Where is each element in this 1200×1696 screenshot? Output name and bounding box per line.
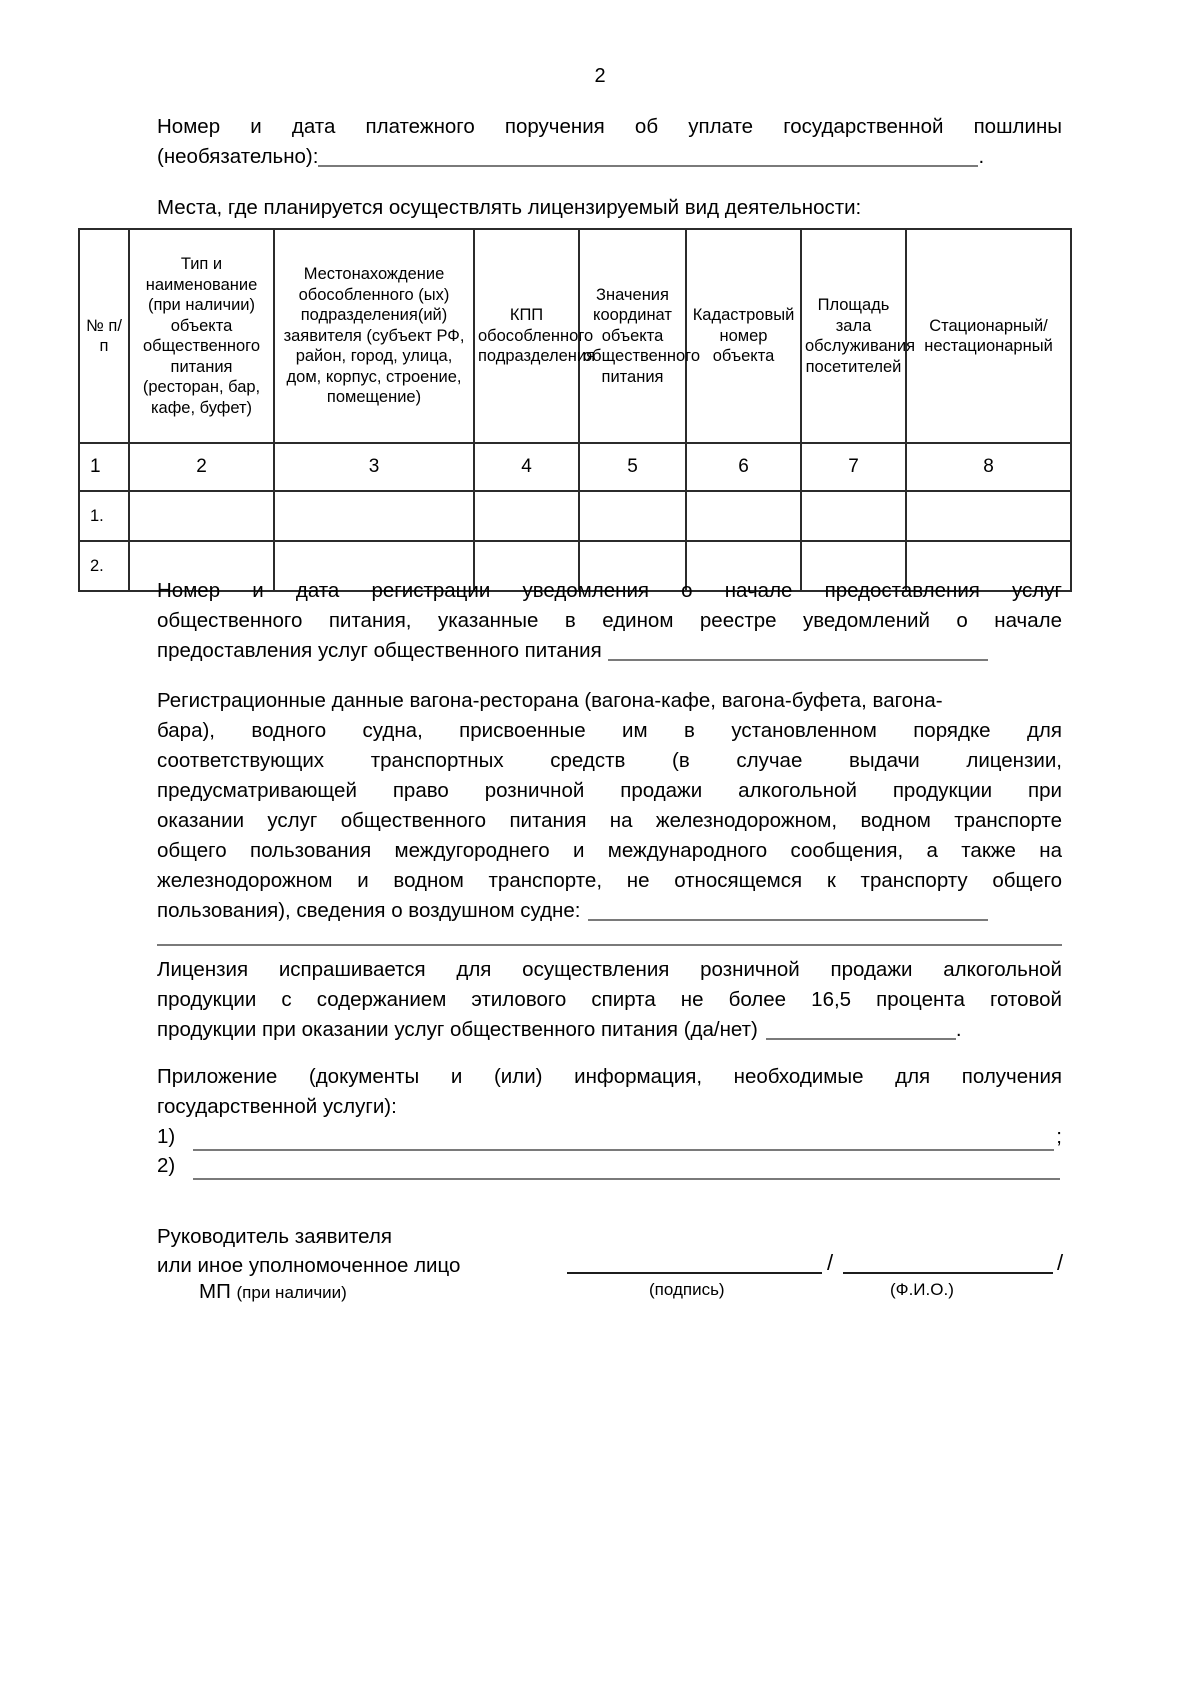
table-row[interactable] — [79, 491, 1071, 541]
signature-line[interactable] — [567, 1272, 822, 1274]
transport-line-2: бара), водного судна, присвоенные им в установленном порядке для — [157, 719, 1062, 742]
payment-order-label: (необязательно): — [157, 145, 319, 168]
transport-line-7: железнодорожном и водном транспорте, не относящемся к транспорту общего — [157, 869, 1062, 892]
signature-grid — [157, 1222, 1064, 1303]
annex-item-1-tail: ; — [1056, 1125, 1062, 1148]
license-purpose-section — [157, 955, 1062, 1045]
signature-section — [157, 1222, 1064, 1303]
column-number-1: 1 — [79, 443, 129, 491]
table-header-cell-2: Тип и наименование (при наличии) объекта общественного питания (ресторан, бар, кафе, буфет) — [129, 229, 274, 443]
notification-line-1: Номер и дата регистрации уведомления о начале предоставления услуг — [157, 579, 1062, 602]
annex-item-1 — [157, 1122, 1062, 1151]
notification-input-blank[interactable] — [608, 639, 988, 661]
stamp-label: МП — [199, 1280, 231, 1303]
transport-line-5: оказании услуг общественного питания на железнодорожном, водном транспорте — [157, 809, 1062, 832]
table-header-cell-4: КПП обособленного подразделения — [474, 229, 579, 443]
annex-item-1-blank[interactable] — [193, 1128, 1054, 1151]
column-number-6: 6 — [686, 443, 801, 491]
payment-order-input-blank[interactable] — [318, 145, 978, 167]
notification-line-2: общественного питания, указанные в едином реестре уведомлений о начале — [157, 609, 1062, 632]
page-number: 2 — [594, 65, 606, 87]
column-number-5: 5 — [579, 443, 686, 491]
table-header-cell-3: Местонахождение обособленного (ых) подразделения(ий) заявителя (субъект РФ, район, город, улица, дом, корпус, строение, помещение) — [274, 229, 474, 443]
notification-line-3 — [157, 636, 1062, 666]
transport-line-8 — [157, 896, 1062, 926]
stamp-availability-note: (при наличии) — [236, 1283, 347, 1302]
places-table — [78, 228, 1072, 592]
notification-registration-section — [157, 576, 1062, 666]
payment-order-period: . — [978, 145, 985, 168]
license-period: . — [955, 1018, 962, 1041]
row-index: 1. — [79, 491, 129, 541]
transport-line-6: общего пользования междугороднего и международного сообщения, а также на — [157, 839, 1062, 862]
license-line-1: Лицензия испрашивается для осуществления розничной продажи алкогольной — [157, 958, 1062, 981]
row-index: 2. — [79, 541, 129, 591]
annex-line-1: Приложение (документы и (или) информация, необходимые для получения — [157, 1065, 1062, 1088]
transport-line-4: предусматривающей право розничной продажи алкогольной продукции при — [157, 779, 1062, 802]
full-name-line[interactable] — [843, 1272, 1053, 1274]
table-header-cell-8: Стационарный/ нестационарный — [906, 229, 1071, 443]
column-number-3: 3 — [274, 443, 474, 491]
column-number-4: 4 — [474, 443, 579, 491]
cell-cadastral-number[interactable] — [686, 491, 801, 541]
aircraft-input-blank[interactable] — [588, 899, 988, 921]
annex-item-1-number: 1) — [157, 1125, 176, 1148]
transport-line-1: Регистрационные данные вагона-ресторана (вагона-кафе, вагона-буфета, вагона- — [157, 689, 943, 712]
stamp-note — [199, 1280, 347, 1304]
payment-order-section — [157, 112, 1062, 172]
signature-caption: (подпись) — [649, 1280, 725, 1299]
license-line-3 — [157, 1015, 1062, 1045]
license-line-2: продукции с содержанием этилового спирта не более 16,5 процента готовой — [157, 988, 1062, 1011]
table-caption: Места, где планируется осуществлять лицензируемый вид деятельности: — [157, 196, 862, 219]
transport-line-8-text: пользования), сведения о воздушном судне: — [157, 899, 581, 922]
annex-item-2 — [157, 1151, 1062, 1180]
column-number-2: 2 — [129, 443, 274, 491]
table-header-cell-6: Кадастровый номер объекта — [686, 229, 801, 443]
table-header-cell-5: Значения координат объекта общественного питания — [579, 229, 686, 443]
notification-line-3-text: предоставления услуг общественного питания — [157, 639, 602, 662]
table-column-number-row — [79, 443, 1071, 491]
column-number-8: 8 — [906, 443, 1071, 491]
table-header-row — [79, 229, 1071, 443]
payment-order-line-1: Номер и дата платежного поручения об уплате государственной пошлины — [157, 115, 1062, 138]
transport-line-3: соответствующих транспортных средств (в случае выдачи лицензии, — [157, 749, 1062, 772]
cell-hall-area[interactable] — [801, 491, 906, 541]
cell-stationary[interactable] — [906, 491, 1071, 541]
transport-registration-section — [157, 686, 1062, 946]
full-name-caption: (Ф.И.О.) — [890, 1280, 954, 1299]
license-yes-no-blank[interactable] — [766, 1018, 956, 1040]
annex-section — [157, 1062, 1062, 1180]
payment-order-line-2 — [157, 142, 1062, 172]
license-line-3-text: продукции при оказании услуг общественного питания (да/нет) — [157, 1018, 758, 1041]
annex-line-2: государственной услуги): — [157, 1095, 397, 1118]
signature-separator-1: / — [827, 1250, 834, 1275]
signer-role-line-1: Руководитель заявителя — [157, 1225, 392, 1248]
table-header-cell-1: № п/п — [79, 229, 129, 443]
signature-separator-2: / — [1057, 1250, 1064, 1275]
cell-coordinates[interactable] — [579, 491, 686, 541]
table-header-cell-7: Площадь зала обслуживания посетителей — [801, 229, 906, 443]
aircraft-input-blank-second-line[interactable] — [157, 944, 1062, 946]
cell-kpp[interactable] — [474, 491, 579, 541]
annex-item-2-blank[interactable] — [193, 1157, 1060, 1180]
cell-location[interactable] — [274, 491, 474, 541]
cell-type-name[interactable] — [129, 491, 274, 541]
signer-role-line-2: или иное уполномоченное лицо — [157, 1254, 461, 1277]
annex-item-2-number: 2) — [157, 1154, 176, 1177]
column-number-7: 7 — [801, 443, 906, 491]
